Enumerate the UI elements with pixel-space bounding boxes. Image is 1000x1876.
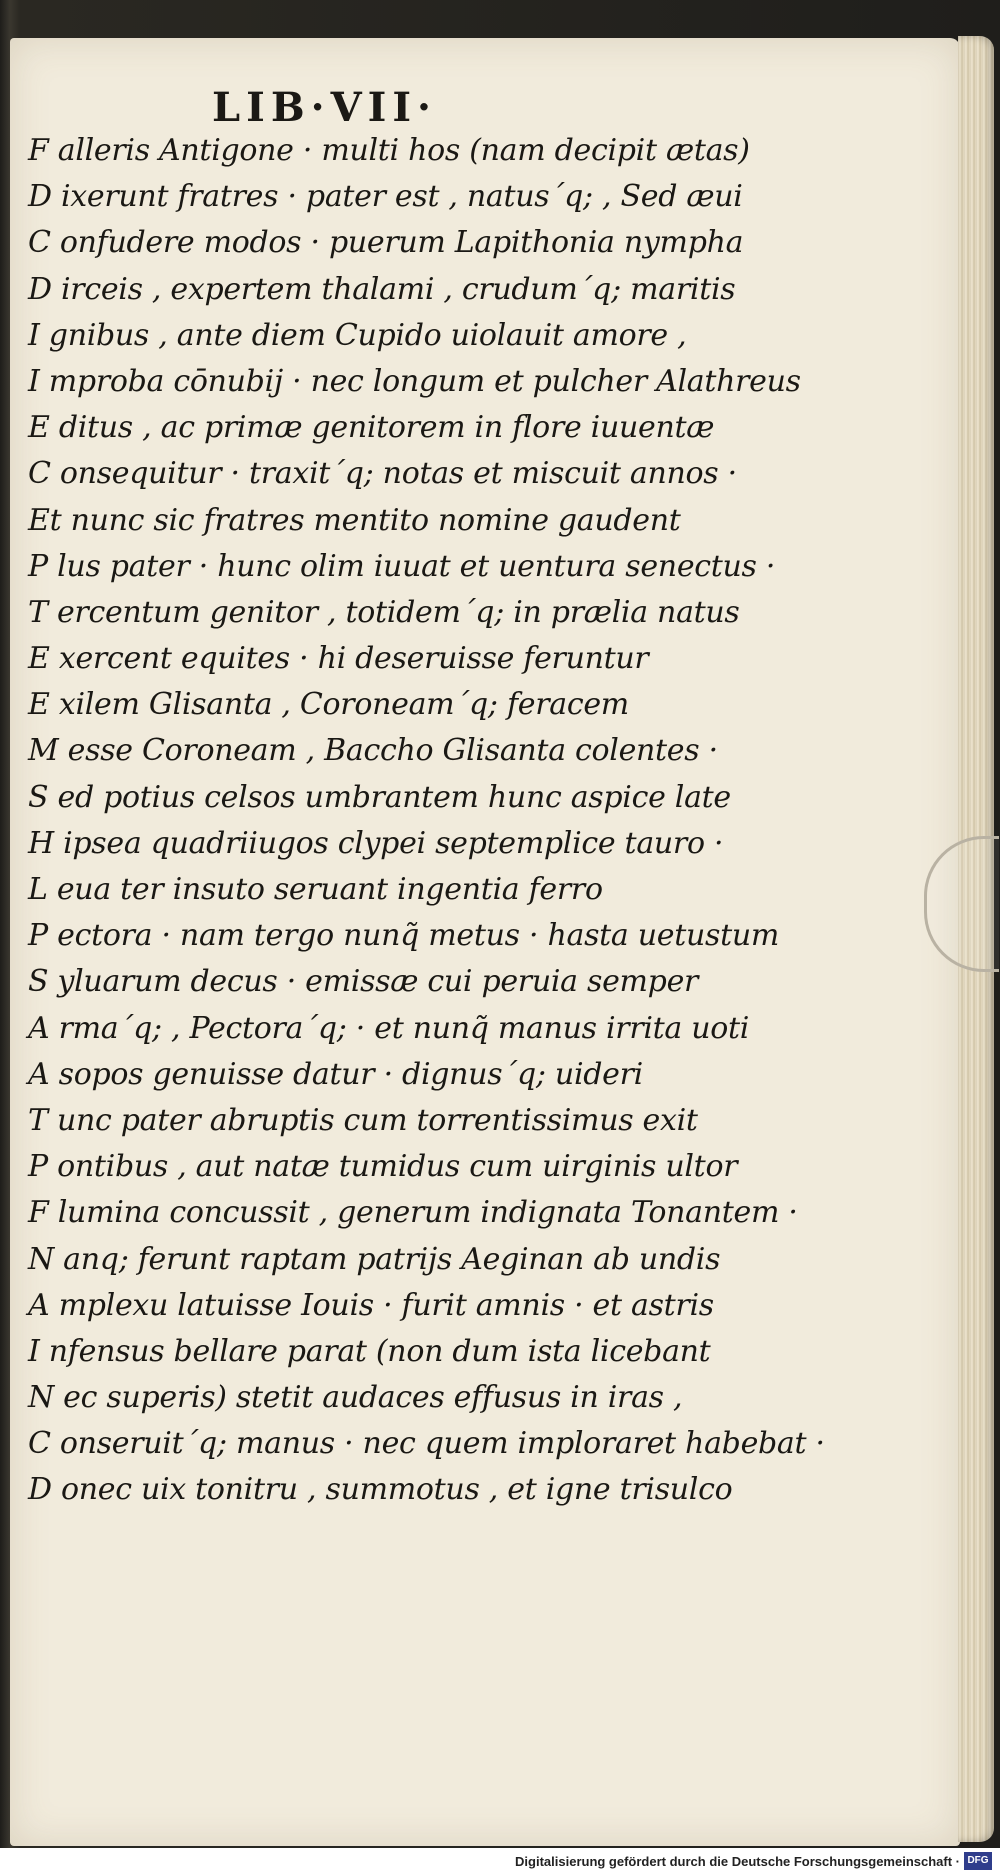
verse-line: C onfudere modos · puerum Lapithonia nympha [28, 225, 744, 261]
verse-line: I gnibus , ante diem Cupido uiolauit amore , [28, 317, 687, 353]
verse-line: A mplexu latuisse Iouis · furit amnis · et astris [28, 1287, 714, 1323]
verse-line: D irceis , expertem thalami , crudum´q; maritis [28, 271, 736, 307]
verse-line: D onec uix tonitru , summotus , et igne trisulco [28, 1472, 733, 1508]
verse-line: S ed potius celsos umbrantem hunc aspice late [28, 779, 731, 815]
verse-line: H ipsea quadriiugos clypei septemplice tauro · [28, 825, 724, 861]
verse-line: T ercentum genitor , totidem´q; in prælia natus [28, 594, 740, 630]
verse-block [28, 128, 928, 1514]
verse-line: S yluarum decus · emissæ cui peruia semper [28, 964, 699, 1000]
verse-line: P lus pater · hunc olim iuuat et uentura senectus · [28, 548, 776, 584]
verse-line: L eua ter insuto seruant ingentia ferro [28, 872, 603, 907]
verse-line: C onsequitur · traxit´q; notas et miscuit annos · [28, 456, 737, 492]
verse-line: D ixerunt fratres · pater est , natus´q; , Sed æui [28, 179, 743, 215]
verse-line: C onseruit´q; manus · nec quem imploraret habebat · [28, 1426, 825, 1462]
verse-line: N anq; ferunt raptam patrijs Aeginan ab undis [28, 1241, 721, 1277]
verse-line: P ectora · nam tergo nunq̃ metus · hasta uetustum [28, 918, 780, 954]
footer-credit: Digitalisierung gefördert durch die Deutsche Forschungsgemeinschaft · [515, 1854, 960, 1869]
verse-line: I nfensus bellare parat (non dum ista licebant [28, 1333, 711, 1369]
verse-line: F alleris Antigone · multi hos (nam decipit ætas) [28, 133, 750, 168]
verse-line: M esse Coroneam , Baccho Glisanta colentes · [28, 733, 718, 769]
digitization-footer [0, 1848, 1000, 1876]
verse-line: E xilem Glisanta , Coroneam´q; feracem [28, 687, 629, 723]
running-head: LIB·VII· [212, 84, 437, 131]
verse-line: A sopos genuisse datur · dignus´q; uideri [28, 1056, 643, 1092]
verse-line: T unc pater abruptis cum torrentissimus exit [28, 1102, 698, 1138]
dfg-logo: DFG [964, 1852, 992, 1870]
verse-line: F lumina concussit , generum indignata Tonantem · [28, 1195, 798, 1231]
verse-line: E xercent equites · hi deseruisse feruntur [28, 641, 649, 677]
verse-line: N ec superis) stetit audaces effusus in iras , [28, 1380, 683, 1416]
verse-line: I mproba cōnubij · nec longum et pulcher Alathreus [28, 363, 801, 399]
verse-line: E ditus , ac primæ genitorem in flore iuuentæ [28, 410, 715, 446]
verse-line: Et nunc sic fratres mentito nomine gaudent [28, 502, 681, 538]
verse-line: P ontibus , aut natæ tumidus cum uirginis ultor [28, 1149, 738, 1185]
verse-line: A rma´q; , Pectora´q; · et nunq̃ manus irrita uoti [28, 1010, 750, 1046]
